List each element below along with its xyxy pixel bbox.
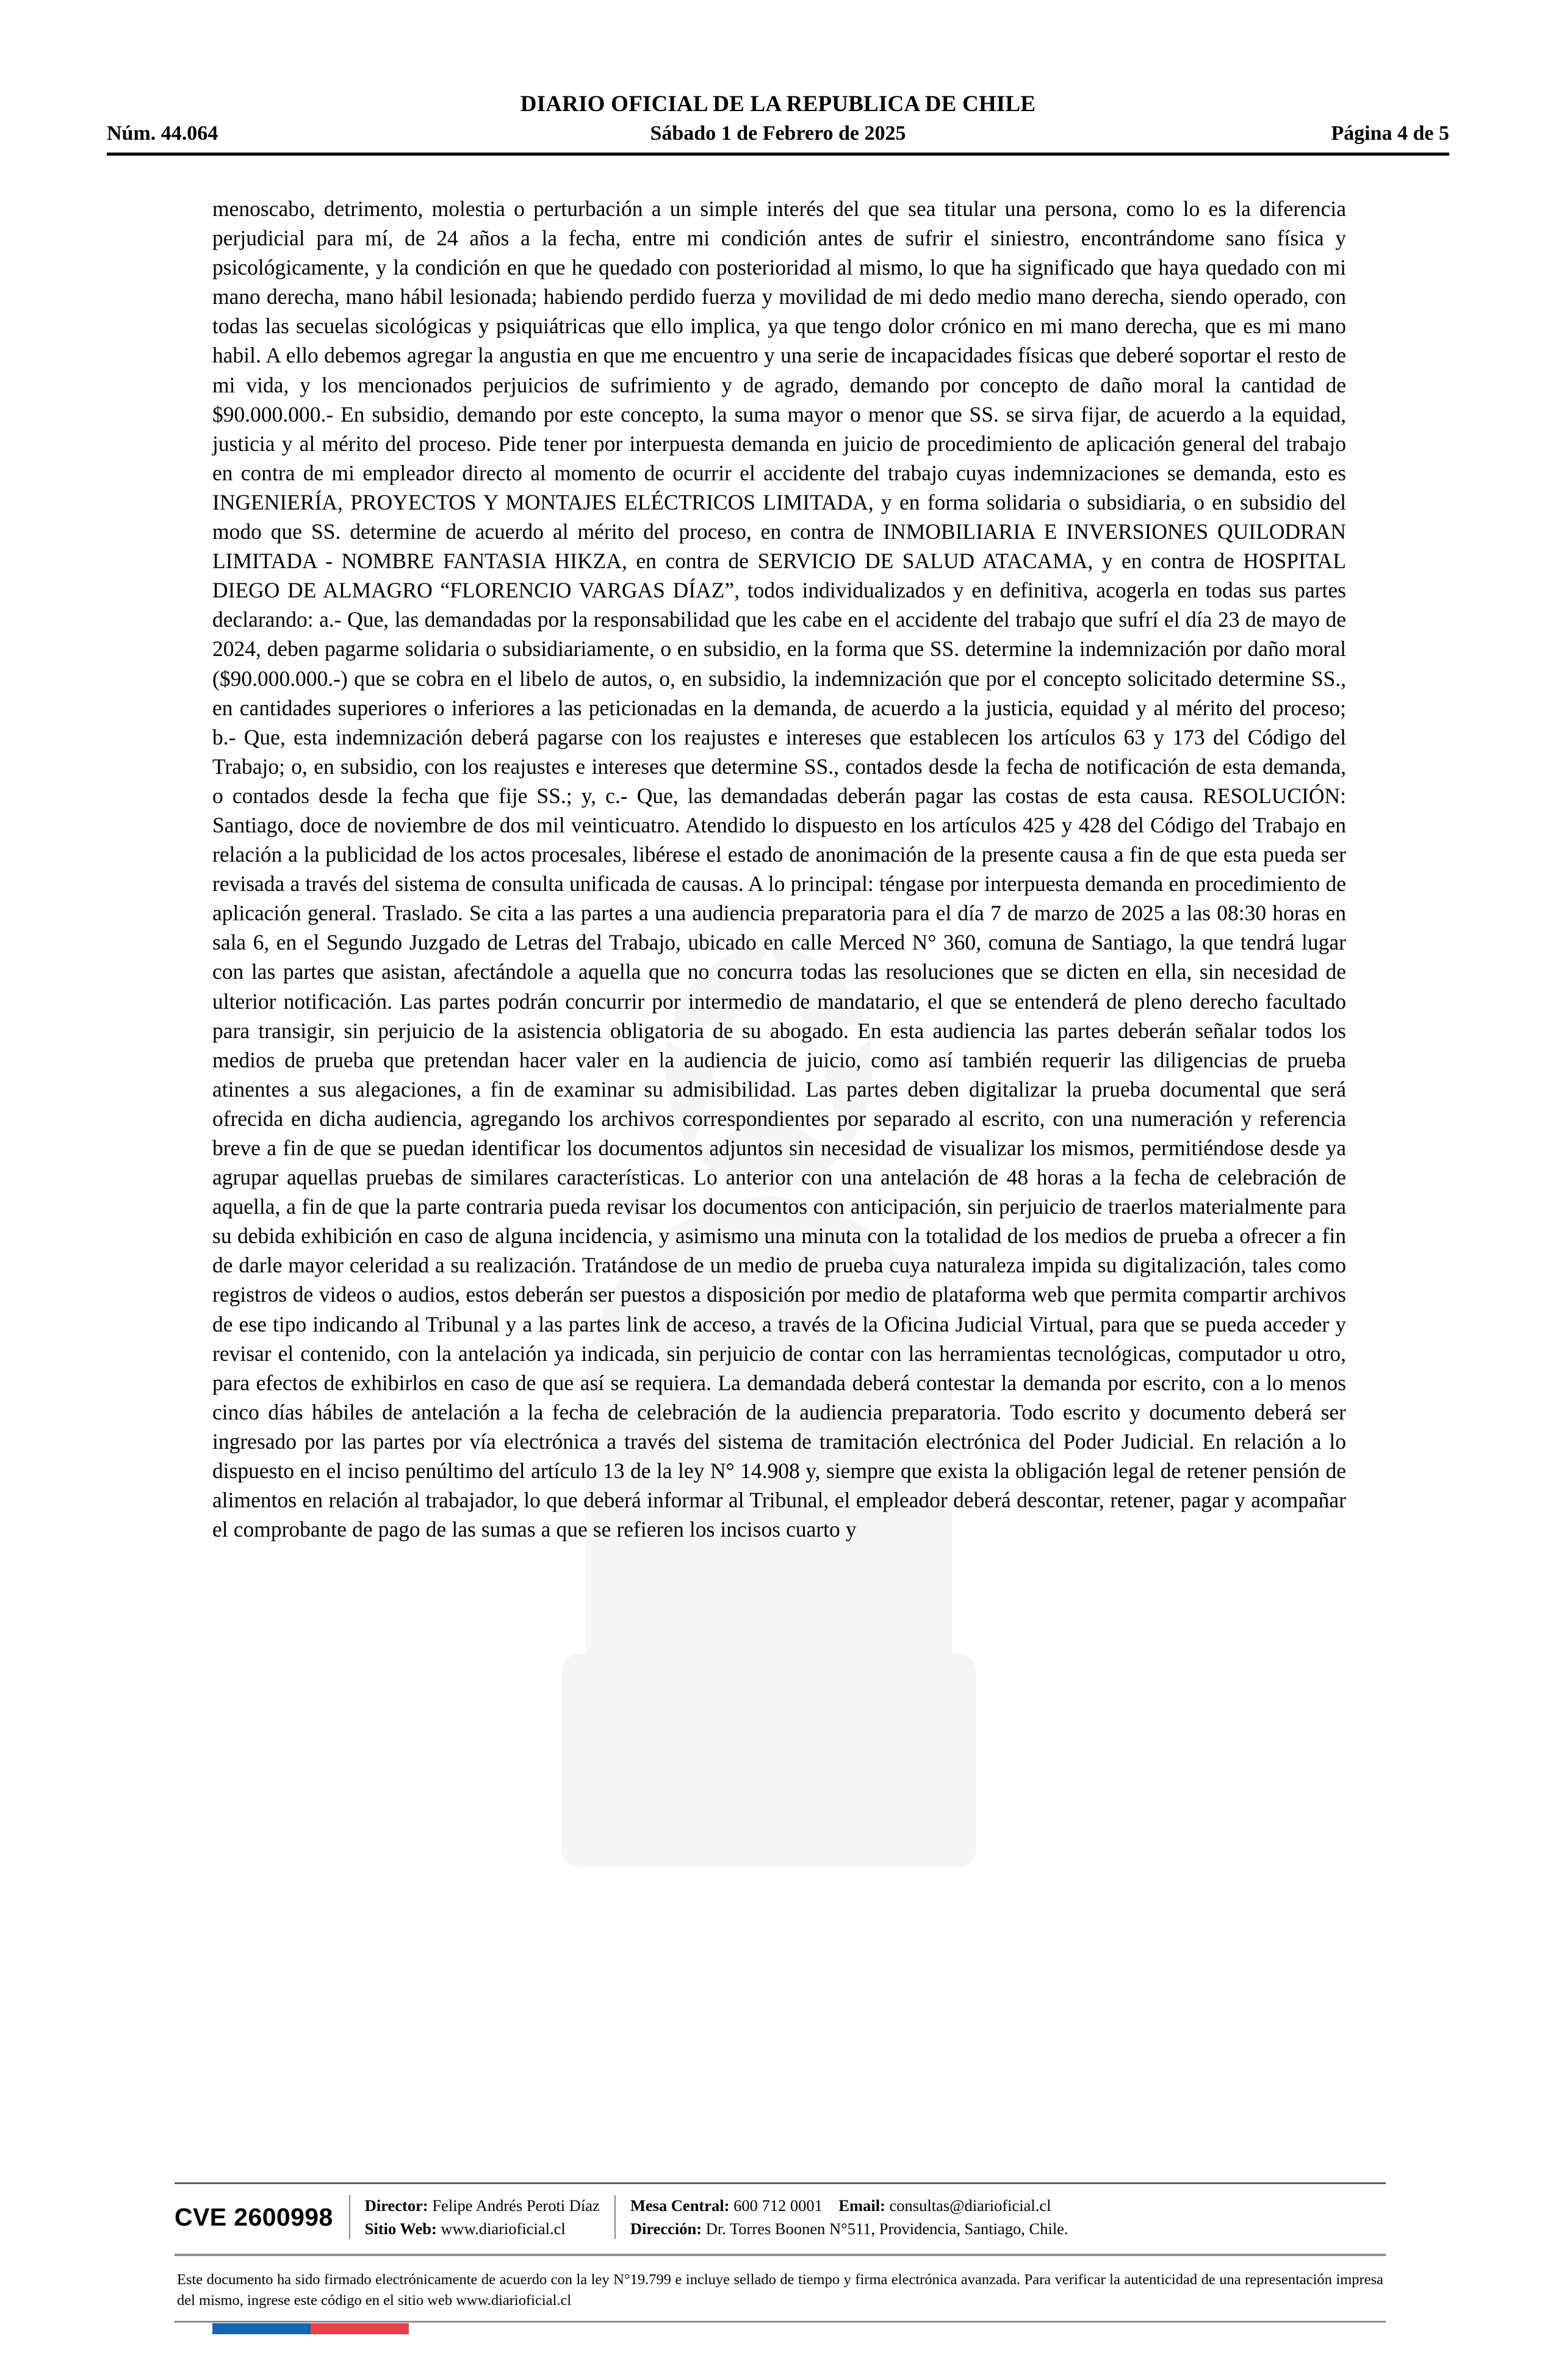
footer-divider-mid — [175, 2254, 1386, 2256]
flag-red-segment — [311, 2323, 409, 2334]
website-label: Sitio Web: — [364, 2220, 437, 2238]
director-label: Director: — [364, 2196, 428, 2215]
address-line — [630, 2217, 1371, 2240]
switchboard-label: Mesa Central: — [630, 2196, 730, 2215]
footer-divider-bottom — [175, 2321, 1386, 2323]
flag-blue-segment — [212, 2323, 311, 2334]
director-name: Felipe Andrés Peroti Díaz — [432, 2196, 600, 2215]
footer-column-contact — [616, 2194, 1386, 2240]
director-line — [365, 2194, 600, 2217]
body-paragraph: menoscabo, detrimento, molestia o perturbación a un simple interés del que sea titular una persona, como lo es la diferencia perjudicial para mí, de 24 años a la fecha, entre mi condición antes de sufrir el siniestro, encontrándome sano física y psicológicamente, y la condición en que he quedado con posterioridad al mismo, lo que ha significado que haya quedado con mi mano derecha, mano hábil lesionada; habiendo perdido fuerza y movilidad de mi dedo medio mano derecha, siendo operado, con todas las secuelas sicológicas y psiquiátricas que ello implica, ya que tengo dolor crónico en mi mano derecha, que es mi mano habil. A ello debemos agregar la angustia en que me encuentro y una serie de incapacidades físicas que deberé soportar el resto de mi vida, y los mencionados perjuicios de sufrimiento y de agrado, demando por concepto de daño moral la cantidad de $90.000.000.- En subsidio, demando por este concepto, la suma mayor o menor que SS. se sirva fijar, de acuerdo a la equidad, justicia y al mérito del proceso. Pide tener por interpuesta demanda en juicio de procedimiento de aplicación general del trabajo en contra de mi empleador directo al momento de ocurrir el accidente del trabajo cuyas indemnizaciones se demanda, esto es INGENIERÍA, PROYECTOS Y MONTAJES ELÉCTRICOS LIMITADA, y en forma solidaria o subsidiaria, o en subsidio del modo que SS. determine de acuerdo al mérito del proceso, en contra de INMOBILIARIA E INVERSIONES QUILODRAN LIMITADA - NOMBRE FANTASIA HIKZA, en contra de SERVICIO DE SALUD ATACAMA, y en contra de HOSPITAL DIEGO DE ALMAGRO “FLORENCIO VARGAS DÍAZ”, todos individualizados y en definitiva, acogerla en todas sus partes declarando: a.- Que, las demandadas por la responsabilidad que les cabe en el accidente del trabajo que sufrí el día 23 de mayo de 2024, deben pagarme solidaria o subsidiariamente, o en subsidio, en la forma que SS. determine la indemnización por daño moral ($90.000.000.-) que se cobra en el libelo de autos, o, en subsidio, la indemnización que por el concepto solicitado determine SS., en cantidades superiores o inferiores a las peticionadas en la demanda, de acuerdo a la justicia, equidad y al mérito del proceso; b.- Que, esta indemnización deberá pagarse con los reajustes e intereses que establecen los artículos 63 y 173 del Código del Trabajo; o, en subsidio, con los reajustes e intereses que determine SS., contados desde la fecha de notificación de esta demanda, o contados desde la fecha que fije SS.; y, c.- Que, las demandadas deberán pagar las costas de esta causa. RESOLUCIÓN: Santiago, doce de noviembre de dos mil veinticuatro. Atendido lo dispuesto en los artículos 425 y 428 del Código del Trabajo en relación a la publicidad de los actos procesales, libérese el estado de anonimación de la presente causa a fin de que esta pueda ser revisada a través del sistema de consulta unificada de causas. A lo principal: téngase por interpuesta demanda en procedimiento de aplicación general. Traslado. Se cita a las partes a una audiencia preparatoria para el día 7 de marzo de 2025 a las 08:30 horas en sala 6, en el Segundo Juzgado de Letras del Trabajo, ubicado en calle Merced N° 360, comuna de Santiago, la que tendrá lugar con las partes que asistan, afectándole a aquella que no concurra todas las resoluciones que se dicten en ella, sin necesidad de ulterior notificación. Las partes podrán concurrir por intermedio de mandatario, el que se entenderá de pleno derecho facultado para transigir, sin perjuicio de la asistencia obligatoria de su abogado. En esta audiencia las partes deberán señalar todos los medios de prueba que pretendan hacer valer en la audiencia de juicio, como así también requerir las diligencias de prueba atinentes a sus alegaciones, a fin de examinar su admisibilidad. Las partes deben digitalizar la prueba documental que será ofrecida en dicha audiencia, agregando los archivos correspondientes por separado al escrito, con una numeración y referencia breve a fin de que se puedan identificar los documentos adjuntos sin necesidad de visualizar los mismos, permitiéndose desde ya agrupar aquellas pruebas de similares características. Lo anterior con una antelación de 48 horas a la fecha de celebración de aquella, a fin de que la parte contraria pueda revisar los documentos con anticipación, sin perjuicio de traerlos materialmente para su debida exhibición en caso de alguna incidencia, y asimismo una minuta con la totalidad de los medios de prueba a ofrecer a fin de darle mayor celeridad a su realización. Tratándose de un medio de prueba cuya naturaleza impida su digitalización, tales como registros de videos o audios, estos deberán ser puestos a disposición por medio de plataforma web que permita compartir archivos de ese tipo indicando al Tribunal y a las partes link de acceso, a través de la Oficina Judicial Virtual, para que se pueda acceder y revisar el contenido, con la antelación ya indicada, sin perjuicio de contar con las herramientas tecnológicas, computador u otro, para efectos de exhibirlos en caso de que así se requiera. La demandada deberá contestar la demanda por escrito, con a lo menos cinco días hábiles de antelación a la fecha de celebración de la audiencia preparatoria. Todo escrito y documento deberá ser ingresado por las partes por vía electrónica a través del sistema de tramitación electrónica del Poder Judicial. En relación a lo dispuesto en el inciso penúltimo del artículo 13 de la ley N° 14.908 y, siempre que exista la obligación legal de retener pensión de alimentos en relación al trabajador, lo que deberá informar al Tribunal, el empleador deberá descontar, retener, pagar y acompañar el comprobante de pago de las sumas a que se refieren los incisos cuarto y — [212, 197, 1346, 1542]
header-divider — [107, 153, 1449, 156]
page-indicator: Página 4 de 5 — [1331, 122, 1449, 145]
address-value: Dr. Torres Boonen N°511, Providencia, Santiago, Chile. — [705, 2220, 1068, 2238]
email-label: Email: — [838, 2196, 885, 2215]
contact-line — [630, 2194, 1371, 2217]
chile-flag-bar — [212, 2323, 409, 2334]
website-line — [365, 2217, 600, 2240]
cve-code: CVE 2600998 — [175, 2202, 333, 2231]
document-body — [212, 194, 1346, 1544]
footer-column-publisher — [350, 2194, 614, 2240]
publication-title: DIARIO OFICIAL DE LA REPUBLICA DE CHILE — [520, 92, 1036, 117]
issue-number: Núm. 44.064 — [107, 122, 218, 145]
footer-divider-top — [175, 2182, 1386, 2184]
address-label: Dirección: — [630, 2220, 702, 2238]
email-address[interactable]: consultas@diarioficial.cl — [889, 2196, 1051, 2215]
publication-date: Sábado 1 de Febrero de 2025 — [650, 122, 906, 145]
disclaimer-text: Este documento ha sido firmado electrónicamente de acuerdo con la ley N°19.799 e incluye sellado de tiempo y firma electrónica avanzada. Para verificar la autenticidad de una representación impresa del mismo, ingrese este código en el sitio web www.diarioficial.cl — [177, 2271, 1383, 2309]
website-url[interactable]: www.diarioficial.cl — [441, 2220, 566, 2238]
page-header — [107, 92, 1449, 156]
footer-info-bar — [175, 2194, 1386, 2240]
header-meta-row — [107, 122, 1449, 145]
switchboard-number: 600 712 0001 — [733, 2196, 823, 2215]
electronic-signature-disclaimer — [175, 2270, 1386, 2311]
page-footer — [175, 2182, 1386, 2323]
